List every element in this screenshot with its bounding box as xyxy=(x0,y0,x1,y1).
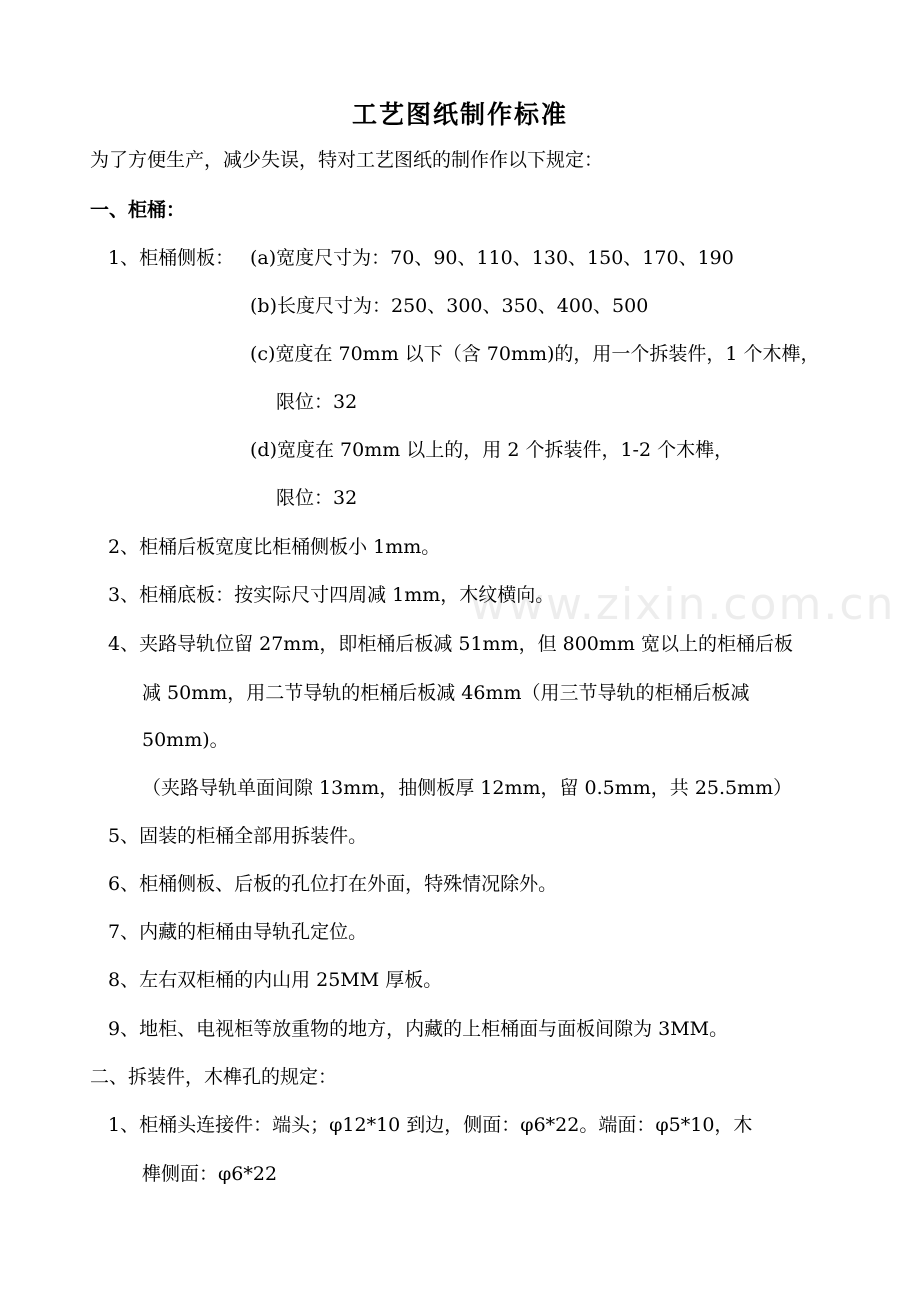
item4-note: （夹路导轨单面间隙 13mm，抽侧板厚 12mm，留 0.5mm，共 25.5mm） xyxy=(142,777,793,799)
section-heading-cabinet-drawer: 一、柜桶： xyxy=(90,199,186,221)
item8: 8、左右双柜桶的内山用 25MM 厚板。 xyxy=(108,969,443,991)
item4-line1: 4、夹路导轨位留 27mm，即柜桶后板减 51mm，但 800mm 宽以上的柜桶后板 xyxy=(108,633,793,655)
item1-d-line1: (d)宽度在 70mm 以上的，用 2 个拆装件，1-2 个木榫， xyxy=(250,439,734,461)
item7: 7、内藏的柜桶由导轨孔定位。 xyxy=(108,921,368,943)
item2: 2、柜桶后板宽度比柜桶侧板小 1mm。 xyxy=(108,536,441,558)
intro-paragraph: 为了方便生产，减少失误，特对工艺图纸的制作作以下规定： xyxy=(90,149,604,171)
section2-item1-line1: 1、柜桶头连接件：端头；φ12*10 到边，侧面：φ6*22。端面：φ5*10，木 xyxy=(108,1114,753,1136)
item1-a: (a)宽度尺寸为：70、90、110、130、150、170、190 xyxy=(250,247,734,269)
item4-line2: 减 50mm，用二节导轨的柜桶后板减 46mm（用三节导轨的柜桶后板减 xyxy=(142,682,750,704)
item1-d-line2: 限位：32 xyxy=(276,487,358,509)
item6: 6、柜桶侧板、后板的孔位打在外面，特殊情况除外。 xyxy=(108,873,558,895)
item1-b: (b)长度尺寸为：250、300、350、400、500 xyxy=(250,295,649,317)
item5: 5、固装的柜桶全部用拆装件。 xyxy=(108,825,368,847)
item1-c-line2: 限位：32 xyxy=(276,391,358,413)
item1-label: 1、柜桶侧板： xyxy=(108,247,235,269)
watermark: www.zixin.com.cn xyxy=(470,579,896,630)
item4-line3: 50mm)。 xyxy=(142,729,229,751)
document-title: 工艺图纸制作标准 xyxy=(351,100,568,129)
item3: 3、柜桶底板：按实际尺寸四周减 1mm，木纹横向。 xyxy=(108,584,555,606)
section-heading-fittings: 二、拆装件，木榫孔的规定： xyxy=(90,1066,338,1088)
item1-c-line1: (c)宽度在 70mm 以下（含 70mm)的，用一个拆装件，1 个木榫， xyxy=(250,343,820,365)
section2-item1-line2: 榫侧面：φ6*22 xyxy=(142,1163,278,1185)
item9: 9、地柜、电视柜等放重物的地方，内藏的上柜桶面与面板间隙为 3MM。 xyxy=(108,1018,729,1040)
